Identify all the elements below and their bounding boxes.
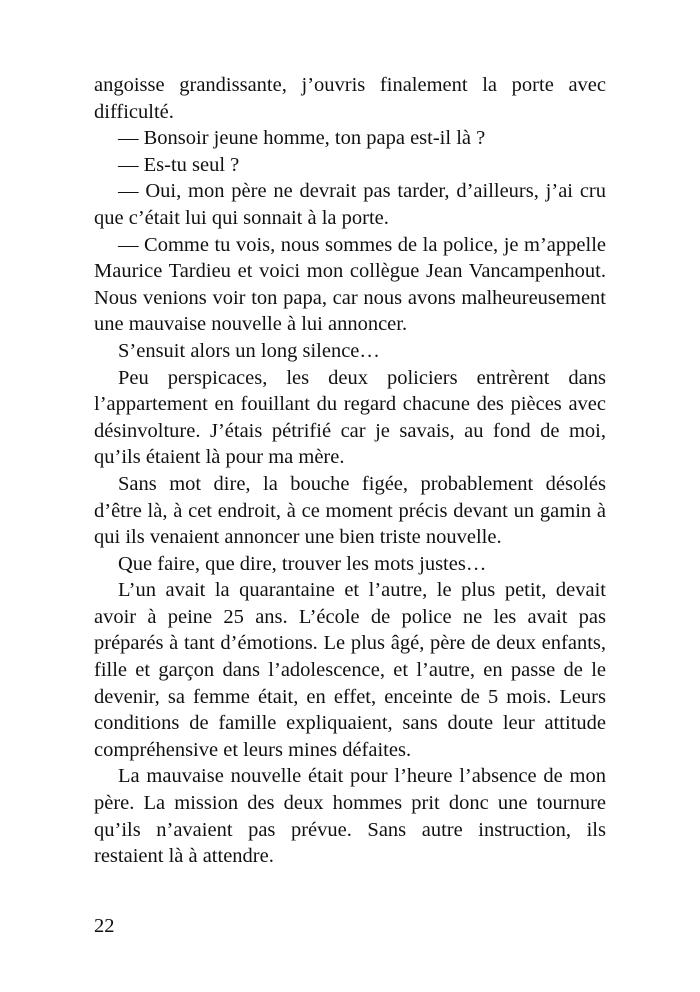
paragraph-silence: S’ensuit alors un long silence… — [118, 339, 380, 362]
paragraph-dialogue-police: — Comme tu vois, nous sommes de la police, je m’appelle Maurice Tardieu et voici mon collègue Jean Vancampenhout. Nous venions voir ton papa, car nous avons malheureusement une mauvaise nouvelle à lui annoncer. — [94, 233, 606, 336]
page-number: 22 — [94, 915, 115, 937]
paragraph-policemen-description: L’un avait la quarantaine et l’autre, le plus petit, devait avoir à peine 25 ans. L’école de police ne les avait pas préparés à tant d’émotions. Le plus âgé, père de deux enfants, fille et garçon dans l’adolescence, et l’autre, en passe de le devenir, sa femme était, en effet, enceinte de 5 mois. Leurs conditions de famille expliquaient, sans doute leur attitude compréhensive et leurs mines défaites. — [94, 579, 606, 761]
page-body — [94, 72, 606, 870]
paragraph-bad-news: La mauvaise nouvelle était pour l’heure l’absence de mon père. La mission des deux hommes prit donc une tournure qu’ils n’avaient pas prévue. Sans autre instruction, ils restaient là à attendre. — [94, 765, 606, 868]
paragraph-continuation: angoisse grandissante, j’ouvris finalement la porte avec difficulté. — [94, 74, 606, 123]
paragraph-dialogue-alone: — Es-tu seul ? — [118, 153, 240, 176]
paragraph-what-to-do: Que faire, que dire, trouver les mots justes… — [118, 552, 487, 575]
paragraph-policemen-enter: Peu perspicaces, les deux policiers entrèrent dans l’appartement en fouillant du regard chacune des pièces avec désinvolture. J’étais pétrifié car je savais, au fond de moi, qu’ils étaient là pour ma mère. — [94, 366, 606, 469]
paragraph-dialogue-father: — Oui, mon père ne devrait pas tarder, d’ailleurs, j’ai cru que c’était lui qui sonnait à la porte. — [94, 180, 606, 229]
paragraph-without-words: Sans mot dire, la bouche figée, probablement désolés d’être là, à cet endroit, à ce moment précis devant un gamin à qui ils venaient annoncer une bien triste nouvelle. — [94, 472, 606, 549]
paragraph-dialogue-greeting: — Bonsoir jeune homme, ton papa est-il là ? — [118, 127, 486, 150]
